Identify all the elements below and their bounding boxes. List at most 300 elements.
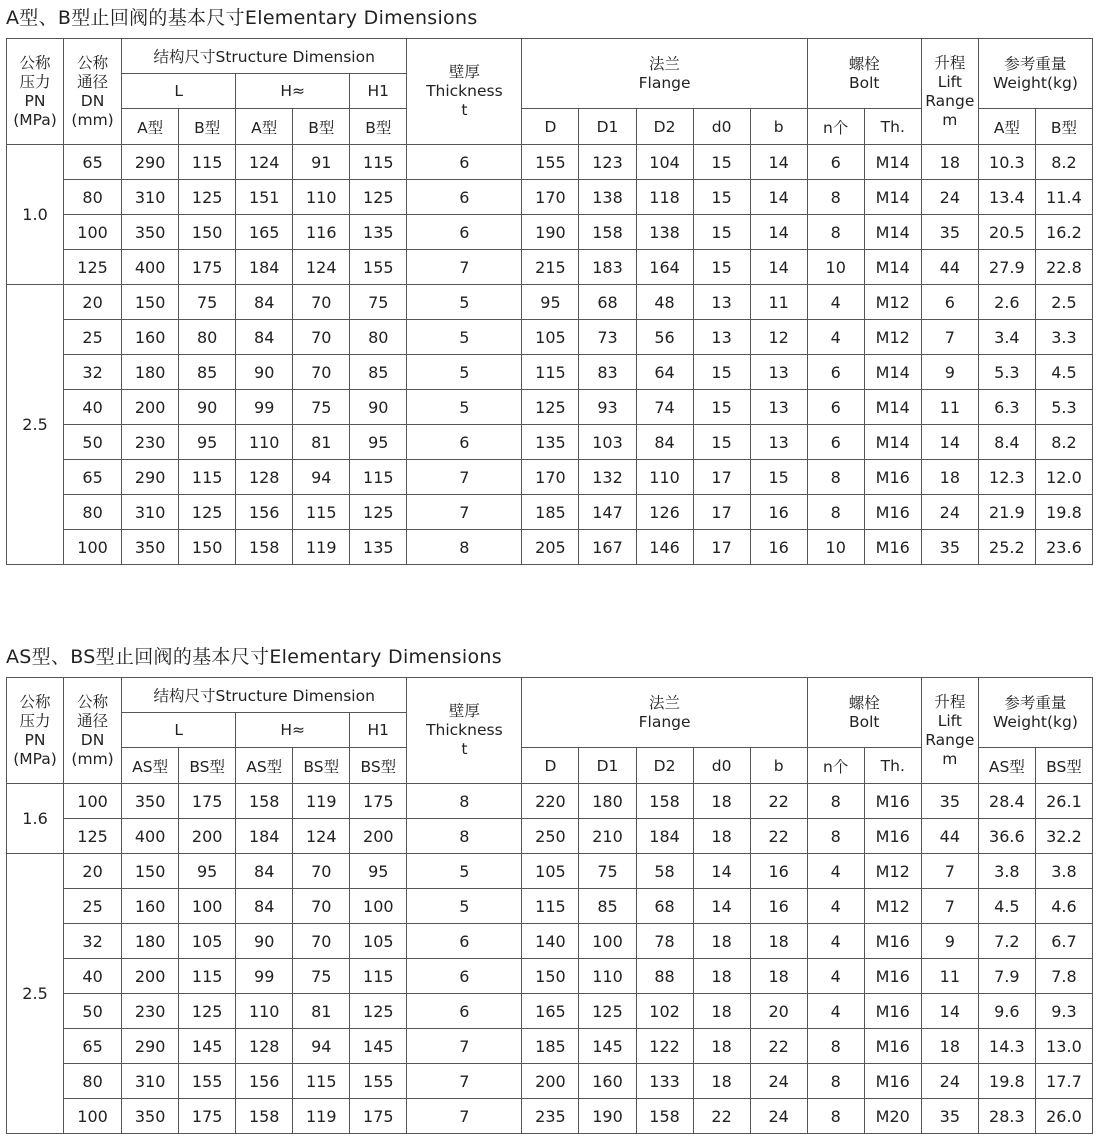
table1-title: A型、B型止回阀的基本尺寸Elementary Dimensions bbox=[6, 7, 478, 29]
table-cell: 3.8 bbox=[978, 854, 1035, 889]
table-cell: 184 bbox=[236, 819, 293, 854]
table-cell: 125 bbox=[64, 250, 122, 285]
table-cell: 12.3 bbox=[978, 460, 1035, 495]
header-lift-line: Range bbox=[925, 91, 975, 110]
table-cell: 100 bbox=[579, 924, 636, 959]
table-cell: 290 bbox=[122, 145, 179, 180]
pn-cell: 1.6 bbox=[7, 784, 64, 854]
table-cell: 6 bbox=[407, 994, 522, 1029]
table-cell: 18 bbox=[693, 1064, 750, 1099]
table-cell: 48 bbox=[636, 285, 693, 320]
table-cell: 24 bbox=[750, 1099, 807, 1134]
table-cell: 200 bbox=[179, 819, 236, 854]
header-sub-d1: D1 bbox=[579, 748, 636, 784]
header-dn-line: 通径 bbox=[77, 72, 109, 91]
table-cell: 150 bbox=[522, 959, 579, 994]
table-row bbox=[7, 145, 1093, 180]
table-cell: 8 bbox=[807, 784, 864, 819]
table-cell: 21.9 bbox=[978, 495, 1035, 530]
table-cell: 100 bbox=[350, 889, 407, 924]
table-cell: 5 bbox=[407, 285, 522, 320]
table-cell: 12 bbox=[750, 320, 807, 355]
table-cell: 140 bbox=[522, 924, 579, 959]
table-row bbox=[7, 994, 1093, 1029]
table-cell: 32 bbox=[64, 924, 122, 959]
table-cell: 13 bbox=[750, 355, 807, 390]
table-cell: 7 bbox=[407, 250, 522, 285]
table-cell: 10 bbox=[807, 250, 864, 285]
table-cell: 183 bbox=[579, 250, 636, 285]
table-cell: 124 bbox=[293, 819, 350, 854]
table-cell: 70 bbox=[293, 854, 350, 889]
table-cell: 115 bbox=[522, 355, 579, 390]
table-cell: 103 bbox=[579, 425, 636, 460]
table-cell: 215 bbox=[522, 250, 579, 285]
dimension-table-ab bbox=[6, 38, 1093, 565]
header-thickness-line: 壁厚 bbox=[448, 63, 480, 81]
table-cell: 185 bbox=[522, 495, 579, 530]
table-cell: M12 bbox=[864, 889, 921, 924]
header-sub-d0: d0 bbox=[693, 109, 750, 145]
table-cell: 24 bbox=[921, 495, 978, 530]
table-cell: 95 bbox=[522, 285, 579, 320]
header-pn-line: PN bbox=[24, 730, 46, 749]
table2-title: AS型、BS型止回阀的基本尺寸Elementary Dimensions bbox=[6, 646, 502, 668]
table-cell: 100 bbox=[179, 889, 236, 924]
table-cell: 135 bbox=[522, 425, 579, 460]
header-dn bbox=[64, 39, 122, 145]
table-cell: 6 bbox=[407, 959, 522, 994]
table-cell: 28.4 bbox=[978, 784, 1035, 819]
table-row bbox=[7, 1029, 1093, 1064]
table-row bbox=[7, 425, 1093, 460]
header-sub-h1-b: B型 bbox=[350, 109, 407, 145]
table-cell: 27.9 bbox=[978, 250, 1035, 285]
table-cell: 15 bbox=[693, 355, 750, 390]
table-cell: 200 bbox=[122, 959, 179, 994]
header-weight-line: 参考重量 bbox=[1004, 54, 1067, 73]
table-cell: 22.8 bbox=[1035, 250, 1092, 285]
header-pn-line: 压力 bbox=[19, 711, 51, 730]
table-cell: 8.4 bbox=[978, 425, 1035, 460]
header-thickness-line: t bbox=[461, 740, 468, 758]
table-cell: 151 bbox=[236, 180, 293, 215]
table-cell: 170 bbox=[522, 460, 579, 495]
header-sub-b: b bbox=[750, 109, 807, 145]
table-cell: 40 bbox=[64, 390, 122, 425]
table-cell: 200 bbox=[122, 390, 179, 425]
header-thickness-line: Thickness bbox=[426, 82, 503, 100]
table-cell: 50 bbox=[64, 425, 122, 460]
header-dn-line: DN bbox=[80, 730, 105, 749]
header-flange bbox=[522, 39, 807, 109]
table-cell: 7 bbox=[407, 460, 522, 495]
table-cell: 185 bbox=[522, 1029, 579, 1064]
table-cell: 9.3 bbox=[1035, 994, 1092, 1029]
header-l: L bbox=[122, 74, 236, 109]
table-cell: 180 bbox=[122, 355, 179, 390]
table-cell: 7 bbox=[921, 320, 978, 355]
table-cell: 15 bbox=[693, 250, 750, 285]
table-cell: 400 bbox=[122, 250, 179, 285]
table-cell: 138 bbox=[579, 180, 636, 215]
table-cell: 11 bbox=[750, 285, 807, 320]
table-cell: 5 bbox=[407, 355, 522, 390]
table-cell: 24 bbox=[921, 180, 978, 215]
header-weight bbox=[978, 39, 1092, 109]
header-structure: 结构尺寸Structure Dimension bbox=[122, 678, 407, 713]
table-cell: 135 bbox=[350, 530, 407, 565]
table-cell: 85 bbox=[579, 889, 636, 924]
table-cell: 18 bbox=[693, 819, 750, 854]
table-cell: 4.5 bbox=[1035, 355, 1092, 390]
table-cell: 94 bbox=[293, 1029, 350, 1064]
table-cell: 8.2 bbox=[1035, 425, 1092, 460]
table-cell: 6 bbox=[407, 180, 522, 215]
table-cell: 4 bbox=[807, 285, 864, 320]
table-cell: 80 bbox=[64, 495, 122, 530]
table-cell: M12 bbox=[864, 320, 921, 355]
table-cell: 3.8 bbox=[1035, 854, 1092, 889]
table-cell: 115 bbox=[350, 959, 407, 994]
table-cell: 115 bbox=[179, 145, 236, 180]
header-thickness-line: t bbox=[461, 101, 468, 119]
header-pn-line: (MPa) bbox=[13, 749, 57, 768]
table-cell: 22 bbox=[750, 784, 807, 819]
header-pn-line: 压力 bbox=[19, 72, 51, 91]
header-pn bbox=[7, 678, 64, 784]
table-cell: 147 bbox=[579, 495, 636, 530]
table-cell: 18 bbox=[750, 959, 807, 994]
header-lift-line: 升程 bbox=[934, 692, 966, 711]
header-dn-line: (mm) bbox=[71, 110, 114, 129]
table-cell: 8 bbox=[807, 495, 864, 530]
table-cell: 17.7 bbox=[1035, 1064, 1092, 1099]
table-cell: 145 bbox=[179, 1029, 236, 1064]
table-cell: 167 bbox=[579, 530, 636, 565]
table-cell: 146 bbox=[636, 530, 693, 565]
table-cell: 14 bbox=[750, 145, 807, 180]
table-cell: 19.8 bbox=[1035, 495, 1092, 530]
table-cell: 84 bbox=[236, 285, 293, 320]
table-cell: 9 bbox=[921, 924, 978, 959]
table-cell: 8 bbox=[807, 460, 864, 495]
header-pn-line: 公称 bbox=[19, 692, 51, 711]
table-cell: 133 bbox=[636, 1064, 693, 1099]
header-dn-line: 公称 bbox=[77, 692, 109, 711]
table-cell: 350 bbox=[122, 784, 179, 819]
table-cell: 9 bbox=[921, 355, 978, 390]
table-cell: 7 bbox=[407, 1099, 522, 1134]
table-cell: M14 bbox=[864, 425, 921, 460]
table-cell: 18 bbox=[750, 924, 807, 959]
table-cell: 16.2 bbox=[1035, 215, 1092, 250]
table-cell: 14 bbox=[750, 215, 807, 250]
table-cell: 290 bbox=[122, 460, 179, 495]
header-lift-line: m bbox=[942, 749, 958, 768]
table-cell: 175 bbox=[179, 250, 236, 285]
table-cell: 150 bbox=[122, 854, 179, 889]
table-cell: 8 bbox=[807, 180, 864, 215]
table-cell: 14 bbox=[693, 854, 750, 889]
table-cell: 16 bbox=[750, 495, 807, 530]
table-cell: 122 bbox=[636, 1029, 693, 1064]
table-cell: 165 bbox=[522, 994, 579, 1029]
table-cell: 84 bbox=[236, 320, 293, 355]
table-cell: 10 bbox=[807, 530, 864, 565]
table-cell: 13 bbox=[750, 390, 807, 425]
table-row bbox=[7, 495, 1093, 530]
table-cell: 160 bbox=[122, 320, 179, 355]
table-cell: 23.6 bbox=[1035, 530, 1092, 565]
table-cell: 95 bbox=[350, 425, 407, 460]
table-cell: 4 bbox=[807, 959, 864, 994]
table-cell: 200 bbox=[350, 819, 407, 854]
table-cell: 14 bbox=[750, 250, 807, 285]
table-cell: 81 bbox=[293, 994, 350, 1029]
table-cell: M16 bbox=[864, 460, 921, 495]
table-cell: 158 bbox=[579, 215, 636, 250]
table-cell: 6 bbox=[807, 425, 864, 460]
table-cell: 13 bbox=[693, 285, 750, 320]
table-cell: 155 bbox=[179, 1064, 236, 1099]
header-flange-line: 法兰 bbox=[649, 693, 681, 712]
table-cell: 125 bbox=[350, 180, 407, 215]
table-cell: 175 bbox=[179, 784, 236, 819]
table-cell: 8 bbox=[807, 215, 864, 250]
table-cell: 184 bbox=[636, 819, 693, 854]
table-cell: 115 bbox=[293, 495, 350, 530]
table-cell: 80 bbox=[350, 320, 407, 355]
table-cell: 32 bbox=[64, 355, 122, 390]
table-cell: 220 bbox=[522, 784, 579, 819]
table-cell: 75 bbox=[579, 854, 636, 889]
table-cell: 102 bbox=[636, 994, 693, 1029]
table-cell: 11 bbox=[921, 959, 978, 994]
header-lift bbox=[921, 39, 978, 145]
table-cell: 5 bbox=[407, 390, 522, 425]
table-cell: 90 bbox=[236, 924, 293, 959]
header-sub-n: n个 bbox=[807, 748, 864, 784]
table-cell: M12 bbox=[864, 854, 921, 889]
header-sub-b: b bbox=[750, 748, 807, 784]
table-cell: 13.0 bbox=[1035, 1029, 1092, 1064]
header-l: L bbox=[122, 713, 236, 748]
table-cell: 26.1 bbox=[1035, 784, 1092, 819]
table-cell: 5.3 bbox=[978, 355, 1035, 390]
table-cell: 84 bbox=[636, 425, 693, 460]
table-cell: 158 bbox=[636, 1099, 693, 1134]
table-cell: 104 bbox=[636, 145, 693, 180]
table-cell: M12 bbox=[864, 285, 921, 320]
table-cell: 175 bbox=[179, 1099, 236, 1134]
table-cell: 230 bbox=[122, 425, 179, 460]
table-cell: 15 bbox=[693, 425, 750, 460]
table-row bbox=[7, 355, 1093, 390]
table-cell: 18 bbox=[693, 959, 750, 994]
table-cell: 75 bbox=[293, 390, 350, 425]
table-cell: 90 bbox=[350, 390, 407, 425]
table-cell: 15 bbox=[750, 460, 807, 495]
table-cell: 36.6 bbox=[978, 819, 1035, 854]
pn-cell: 2.5 bbox=[7, 854, 64, 1134]
table-cell: 14 bbox=[750, 180, 807, 215]
table-cell: 125 bbox=[179, 180, 236, 215]
table-cell: 18 bbox=[921, 145, 978, 180]
table-cell: 6 bbox=[807, 355, 864, 390]
table-cell: 7.2 bbox=[978, 924, 1035, 959]
header-sub-weight-b: BS型 bbox=[1035, 748, 1092, 784]
table-cell: 16 bbox=[750, 530, 807, 565]
table-cell: 14.3 bbox=[978, 1029, 1035, 1064]
table-cell: 180 bbox=[579, 784, 636, 819]
table-cell: 158 bbox=[236, 784, 293, 819]
table-cell: 124 bbox=[236, 145, 293, 180]
table-cell: M16 bbox=[864, 1064, 921, 1099]
table-cell: 105 bbox=[522, 854, 579, 889]
table-cell: 88 bbox=[636, 959, 693, 994]
table-cell: 126 bbox=[636, 495, 693, 530]
table-cell: M16 bbox=[864, 1029, 921, 1064]
table-cell: M16 bbox=[864, 784, 921, 819]
header-dn-line: 通径 bbox=[77, 711, 109, 730]
table-cell: 6 bbox=[807, 390, 864, 425]
table-row bbox=[7, 1099, 1093, 1134]
table-cell: M14 bbox=[864, 355, 921, 390]
table-cell: 156 bbox=[236, 495, 293, 530]
header-h: H≈ bbox=[236, 74, 350, 109]
table-cell: 125 bbox=[579, 994, 636, 1029]
header-bolt-line: 螺栓 bbox=[848, 693, 880, 712]
table-cell: 128 bbox=[236, 1029, 293, 1064]
table-cell: 15 bbox=[693, 145, 750, 180]
table-cell: 310 bbox=[122, 495, 179, 530]
table-cell: 138 bbox=[636, 215, 693, 250]
table-cell: 175 bbox=[350, 1099, 407, 1134]
table-cell: 93 bbox=[579, 390, 636, 425]
table-cell: 125 bbox=[64, 819, 122, 854]
table-cell: 6 bbox=[407, 425, 522, 460]
table-row bbox=[7, 180, 1093, 215]
table-row bbox=[7, 924, 1093, 959]
table-cell: 6 bbox=[921, 285, 978, 320]
table-cell: 115 bbox=[179, 959, 236, 994]
header-lift-line: 升程 bbox=[934, 53, 966, 72]
table-cell: 150 bbox=[179, 530, 236, 565]
table-cell: 310 bbox=[122, 180, 179, 215]
table-cell: 44 bbox=[921, 250, 978, 285]
header-weight-line: Weight(kg) bbox=[992, 73, 1078, 92]
table-cell: 24 bbox=[921, 1064, 978, 1099]
table-cell: 7 bbox=[407, 1029, 522, 1064]
pn-cell: 2.5 bbox=[7, 285, 64, 565]
table-cell: 22 bbox=[693, 1099, 750, 1134]
table-cell: 119 bbox=[293, 1099, 350, 1134]
table-cell: 68 bbox=[636, 889, 693, 924]
table-cell: 91 bbox=[293, 145, 350, 180]
table-cell: 24 bbox=[750, 1064, 807, 1099]
table-cell: 125 bbox=[350, 495, 407, 530]
table-cell: 250 bbox=[522, 819, 579, 854]
table-cell: 4.6 bbox=[1035, 889, 1092, 924]
table-cell: 170 bbox=[522, 180, 579, 215]
table-cell: 6 bbox=[407, 215, 522, 250]
table-cell: 28.3 bbox=[978, 1099, 1035, 1134]
table-cell: 3.3 bbox=[1035, 320, 1092, 355]
table-cell: 70 bbox=[293, 889, 350, 924]
table-cell: 125 bbox=[350, 994, 407, 1029]
table-cell: 110 bbox=[579, 959, 636, 994]
table-cell: 18 bbox=[693, 994, 750, 1029]
table-cell: 124 bbox=[293, 250, 350, 285]
pn-cell: 1.0 bbox=[7, 145, 64, 285]
header-sub-d: D bbox=[522, 748, 579, 784]
table-cell: 18 bbox=[921, 460, 978, 495]
table-cell: 190 bbox=[522, 215, 579, 250]
table-cell: 80 bbox=[179, 320, 236, 355]
header-bolt bbox=[807, 678, 921, 748]
table-cell: 128 bbox=[236, 460, 293, 495]
header-pn-line: PN bbox=[24, 91, 46, 110]
table-cell: 99 bbox=[236, 959, 293, 994]
table-cell: 13 bbox=[750, 425, 807, 460]
table-cell: 119 bbox=[293, 784, 350, 819]
table-cell: 350 bbox=[122, 1099, 179, 1134]
table-cell: 40 bbox=[64, 959, 122, 994]
header-sub-h-b: B型 bbox=[293, 109, 350, 145]
table-cell: 5 bbox=[407, 320, 522, 355]
table-cell: 7 bbox=[407, 1064, 522, 1099]
table-cell: 32.2 bbox=[1035, 819, 1092, 854]
table-cell: 13.4 bbox=[978, 180, 1035, 215]
table-cell: 158 bbox=[236, 1099, 293, 1134]
table-row bbox=[7, 250, 1093, 285]
table-cell: 65 bbox=[64, 460, 122, 495]
table-cell: 99 bbox=[236, 390, 293, 425]
table-cell: 4 bbox=[807, 994, 864, 1029]
table-cell: 158 bbox=[636, 784, 693, 819]
table-cell: 4 bbox=[807, 924, 864, 959]
table-cell: 18 bbox=[693, 1029, 750, 1064]
table-row bbox=[7, 285, 1093, 320]
table-cell: 80 bbox=[64, 1064, 122, 1099]
table-cell: M14 bbox=[864, 250, 921, 285]
table-row bbox=[7, 530, 1093, 565]
header-sub-h-a: A型 bbox=[236, 109, 293, 145]
table-cell: 12.0 bbox=[1035, 460, 1092, 495]
table-cell: 58 bbox=[636, 854, 693, 889]
table-cell: 7 bbox=[921, 889, 978, 924]
table-cell: 6 bbox=[407, 924, 522, 959]
table-cell: 310 bbox=[122, 1064, 179, 1099]
table-cell: 2.6 bbox=[978, 285, 1035, 320]
table-cell: 65 bbox=[64, 1029, 122, 1064]
table-cell: 8.2 bbox=[1035, 145, 1092, 180]
header-h1: H1 bbox=[350, 74, 407, 109]
table-cell: 90 bbox=[179, 390, 236, 425]
table-cell: 35 bbox=[921, 784, 978, 819]
header-sub-l-b: B型 bbox=[179, 109, 236, 145]
header-sub-l-b: BS型 bbox=[179, 748, 236, 784]
table-cell: M14 bbox=[864, 215, 921, 250]
table-cell: 200 bbox=[522, 1064, 579, 1099]
table-cell: 4 bbox=[807, 320, 864, 355]
table-cell: 6 bbox=[407, 145, 522, 180]
table-cell: 15 bbox=[693, 180, 750, 215]
header-thickness-line: Thickness bbox=[426, 721, 503, 739]
table-cell: 7.9 bbox=[978, 959, 1035, 994]
table-cell: 290 bbox=[122, 1029, 179, 1064]
